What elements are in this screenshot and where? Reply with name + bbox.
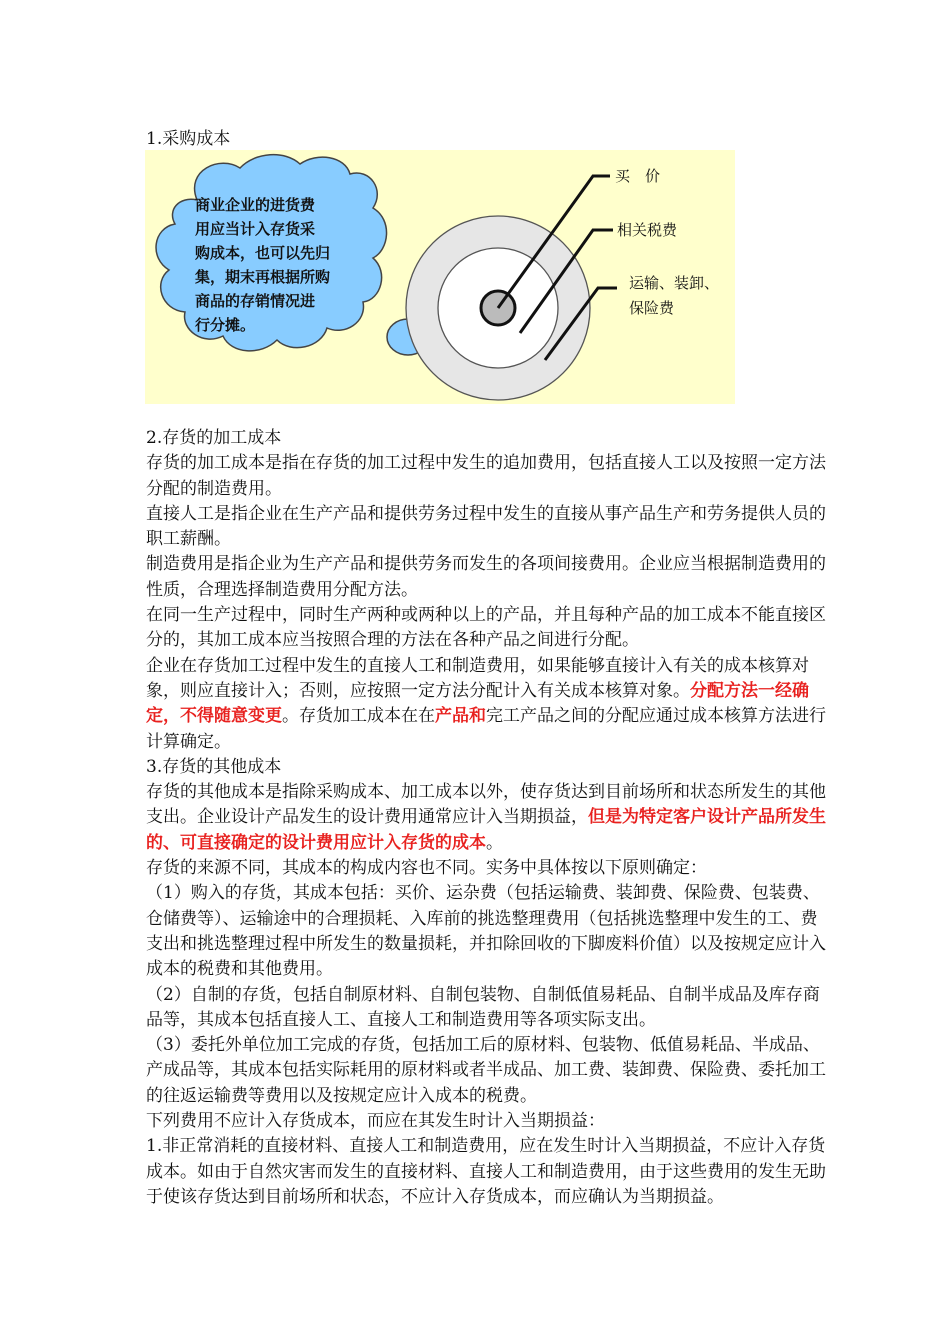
purchase-cost-diagram xyxy=(145,150,735,404)
section3-paragraph: （3）委托外单位加工完成的存货，包括加工后的原材料、包装物、低值易耗品、半成品、产成品等，其成本包括实际耗用的原材料或者半成品、加工费、装卸费、保险费、委托加工的往返运输费等费用以及按规定应计入成本的税费。 xyxy=(146,1035,826,1106)
section3-paragraph: 下列费用不应计入存货成本，而应在其发生时计入当期损益： xyxy=(146,1111,605,1132)
label-taxes: 相关税费 xyxy=(617,221,678,239)
emphasis-text: 产品和 xyxy=(435,706,486,727)
section2-paragraph xyxy=(146,654,826,755)
emphasis-text: 分配方法一经确定，不得随意变更 xyxy=(146,680,809,727)
cloud-line-4: 集，期末再根据所购 xyxy=(195,268,331,286)
label-transport-line1: 运输、装卸、 xyxy=(629,274,720,292)
cloud-line-1: 商业企业的进货费 xyxy=(195,196,316,214)
section3-title: 3.存货的其他成本 xyxy=(146,756,282,777)
section1-title: 1.采购成本 xyxy=(146,129,231,149)
label-transport-line2: 保险费 xyxy=(629,299,675,317)
purchase-cost-figure xyxy=(145,150,735,404)
text-run: 。 xyxy=(486,832,503,853)
label-purchase-price: 买 价 xyxy=(615,167,661,185)
section3-paragraph: 1.非正常消耗的直接材料、直接人工和制造费用，应在发生时计入当期损益，不应计入存货成本。如由于自然灾害而发生的直接材料、直接人工和制造费用，由于这些费用的发生无助于使该存货达到目前场所和状态，不应计入存货成本，而应确认为当期损益。 xyxy=(146,1136,826,1207)
document-body xyxy=(146,426,826,1210)
text-run: 完工产品之间的分配应通过成本核算方法进行计算确定。 xyxy=(146,706,826,752)
section2-title: 2.存货的加工成本 xyxy=(146,428,282,448)
text-run: 存货的其他成本是指除采购成本、加工成本以外，使存货达到目前场所和状态所发生的其他支出。企业设计产品发生的设计费用通常应计入当期损益， xyxy=(146,782,826,828)
cloud-line-5: 商品的存销情况进 xyxy=(195,292,316,310)
section2-paragraph: 制造费用是指企业为生产产品和提供劳务而发生的各项间接费用。企业应当根据制造费用的性质，合理选择制造费用分配方法。 xyxy=(146,554,826,600)
cloud-line-3: 购成本，也可以先归 xyxy=(195,244,331,262)
text-run: 。存货加工成本在在 xyxy=(282,706,435,727)
section3-paragraph: （2）自制的存货，包括自制原材料、自制包装物、自制低值易耗品、自制半成品及库存商品等，其成本包括直接人工、直接人工和制造费用等各项实际支出。 xyxy=(146,984,820,1030)
section3-paragraph xyxy=(146,780,826,856)
section2-paragraph: 存货的加工成本是指在存货的加工过程中发生的追加费用，包括直接人工以及按照一定方法分配的制造费用。 xyxy=(146,453,826,499)
section2-paragraph: 直接人工是指企业在生产产品和提供劳务过程中发生的直接从事产品生产和劳务提供人员的职工薪酬。 xyxy=(146,503,826,550)
cloud-line-2: 用应当计入存货采 xyxy=(195,220,316,238)
section2-paragraph: 在同一生产过程中，同时生产两种或两种以上的产品，并且每种产品的加工成本不能直接区分的，其加工成本应当按照合理的方法在各种产品之间进行分配。 xyxy=(146,605,826,651)
section3-paragraph: （1）购入的存货，其成本包括：买价、运杂费（包括运输费、装卸费、保险费、包装费、仓储费等）、运输途中的合理损耗、入库前的挑选整理费用（包括挑选整理中发生的工、费支出和挑选整理过程中所发生的数量损耗，并扣除回收的下脚废料价值）以及按规定应计入成本的税费和其他费用。 xyxy=(146,883,826,980)
text-run: 企业在存货加工过程中发生的直接人工和制造费用，如果能够直接计入有关的成本核算对象，则应直接计入；否则，应按照一定方法分配计入有关成本核算对象。 xyxy=(146,655,809,701)
cloud-line-6: 行分摊。 xyxy=(195,316,256,334)
emphasis-text: 但是为特定客户设计产品所发生的、可直接确定的设计费用应计入存货的成本 xyxy=(146,807,826,853)
section3-paragraph: 存货的来源不同，其成本的构成内容也不同。实务中具体按以下原则确定： xyxy=(146,858,707,879)
